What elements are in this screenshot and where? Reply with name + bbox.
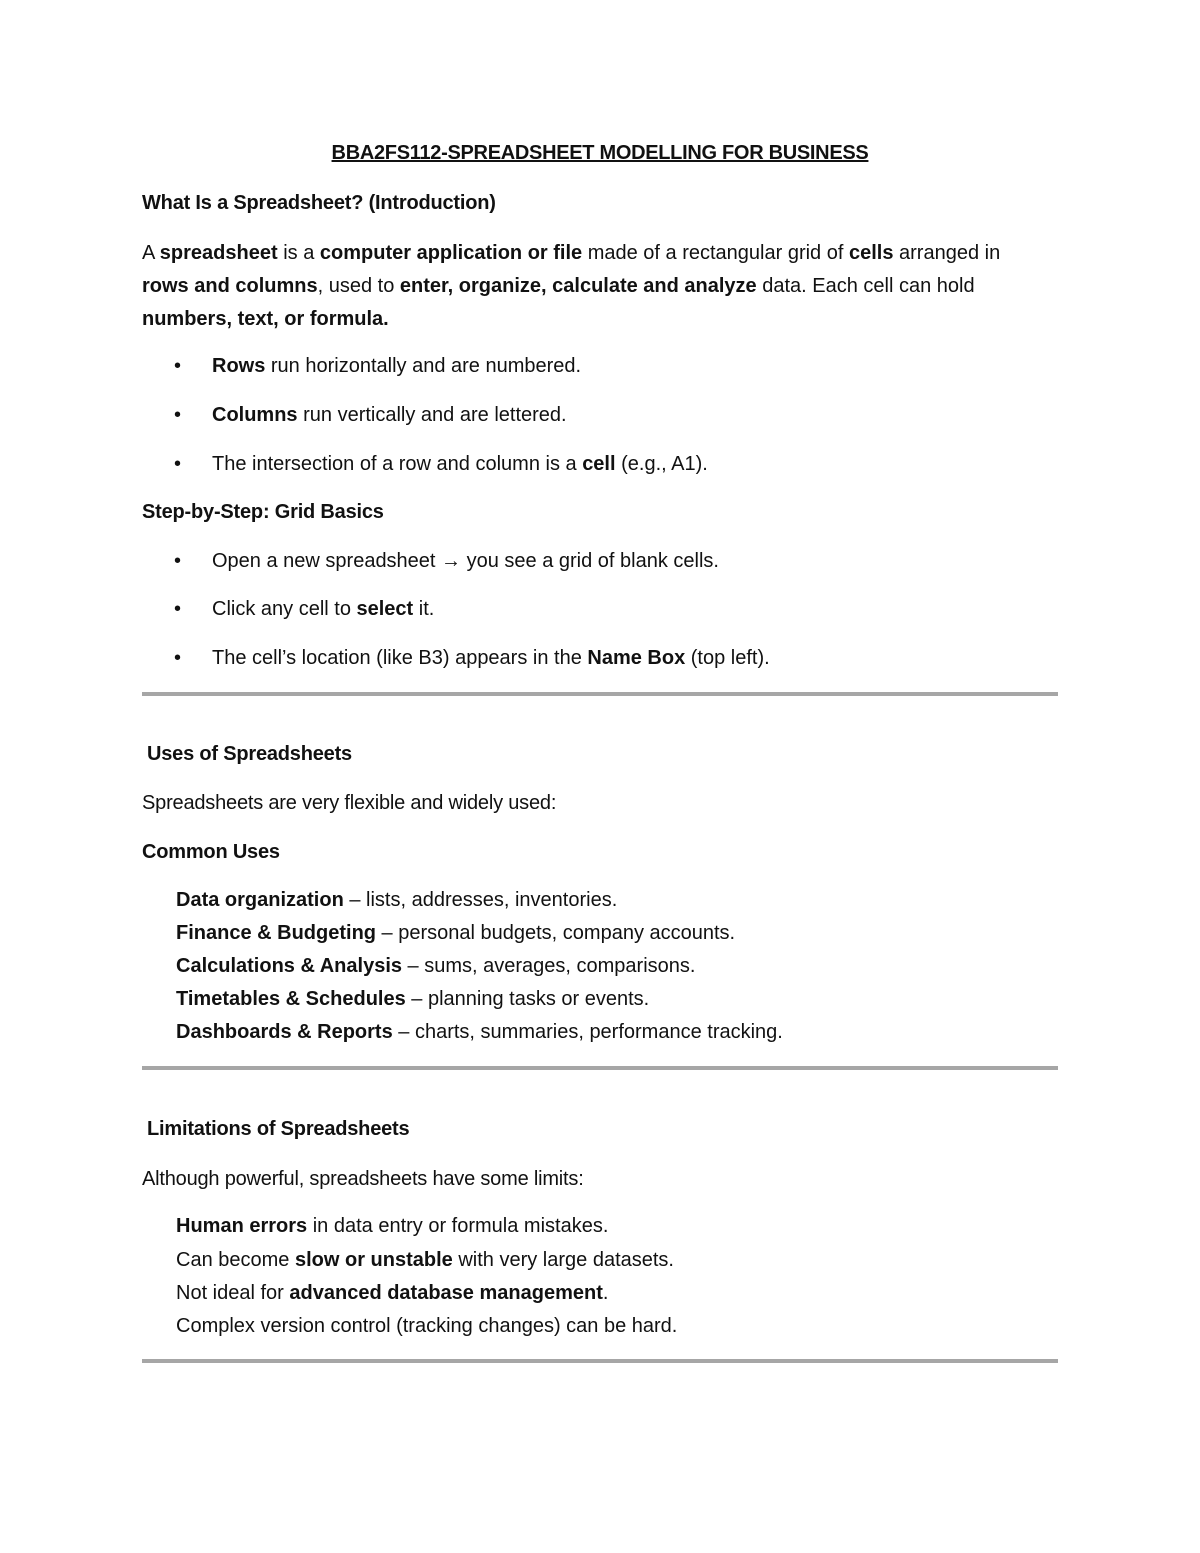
list-item: Calculations & Analysis – sums, averages, comparisons. <box>176 955 696 977</box>
list-item: Human errors in data entry or formula mistakes. <box>176 1215 609 1237</box>
common-uses-heading: Common Uses <box>142 841 280 863</box>
horizontal-rule <box>142 1359 1058 1363</box>
list-item: Finance & Budgeting – personal budgets, company accounts. <box>176 922 736 944</box>
bullet-icon: • <box>174 598 182 620</box>
bullet-icon: • <box>174 550 182 572</box>
bullet-icon: • <box>174 355 182 377</box>
intro-paragraph <box>142 237 1058 336</box>
intro-heading: What Is a Spreadsheet? (Introduction) <box>142 192 496 214</box>
grid-basics-heading: Step-by-Step: Grid Basics <box>142 501 384 523</box>
uses-intro: Spreadsheets are very flexible and widely used: <box>142 792 557 814</box>
list-item: Not ideal for advanced database management. <box>176 1282 609 1304</box>
list-item: Timetables & Schedules – planning tasks or events. <box>176 988 650 1010</box>
list-item: Complex version control (tracking changes) can be hard. <box>176 1315 678 1337</box>
horizontal-rule <box>142 692 1058 696</box>
intro-line-2: rows and columns, used to enter, organize, calculate and analyze data. Each cell can hold <box>142 275 975 297</box>
limitations-heading: Limitations of Spreadsheets <box>147 1118 410 1140</box>
limitations-intro: Although powerful, spreadsheets have some limits: <box>142 1168 584 1190</box>
bullet-icon: • <box>174 647 182 669</box>
bullet-icon: • <box>174 453 182 475</box>
uses-heading: Uses of Spreadsheets <box>147 743 352 765</box>
document-title: BBA2FS112-SPREADSHEET MODELLING FOR BUSINESS <box>331 142 869 164</box>
list-item: Can become slow or unstable with very large datasets. <box>176 1249 674 1271</box>
intro-line-1: A spreadsheet is a computer application or file made of a rectangular grid of cells arranged in <box>142 242 1001 264</box>
intro-line-3: numbers, text, or formula. <box>142 308 389 330</box>
bullet-icon: • <box>174 404 182 426</box>
list-item: Data organization – lists, addresses, inventories. <box>176 889 618 911</box>
horizontal-rule <box>142 1066 1058 1070</box>
list-item: Dashboards & Reports – charts, summaries, performance tracking. <box>176 1021 783 1043</box>
